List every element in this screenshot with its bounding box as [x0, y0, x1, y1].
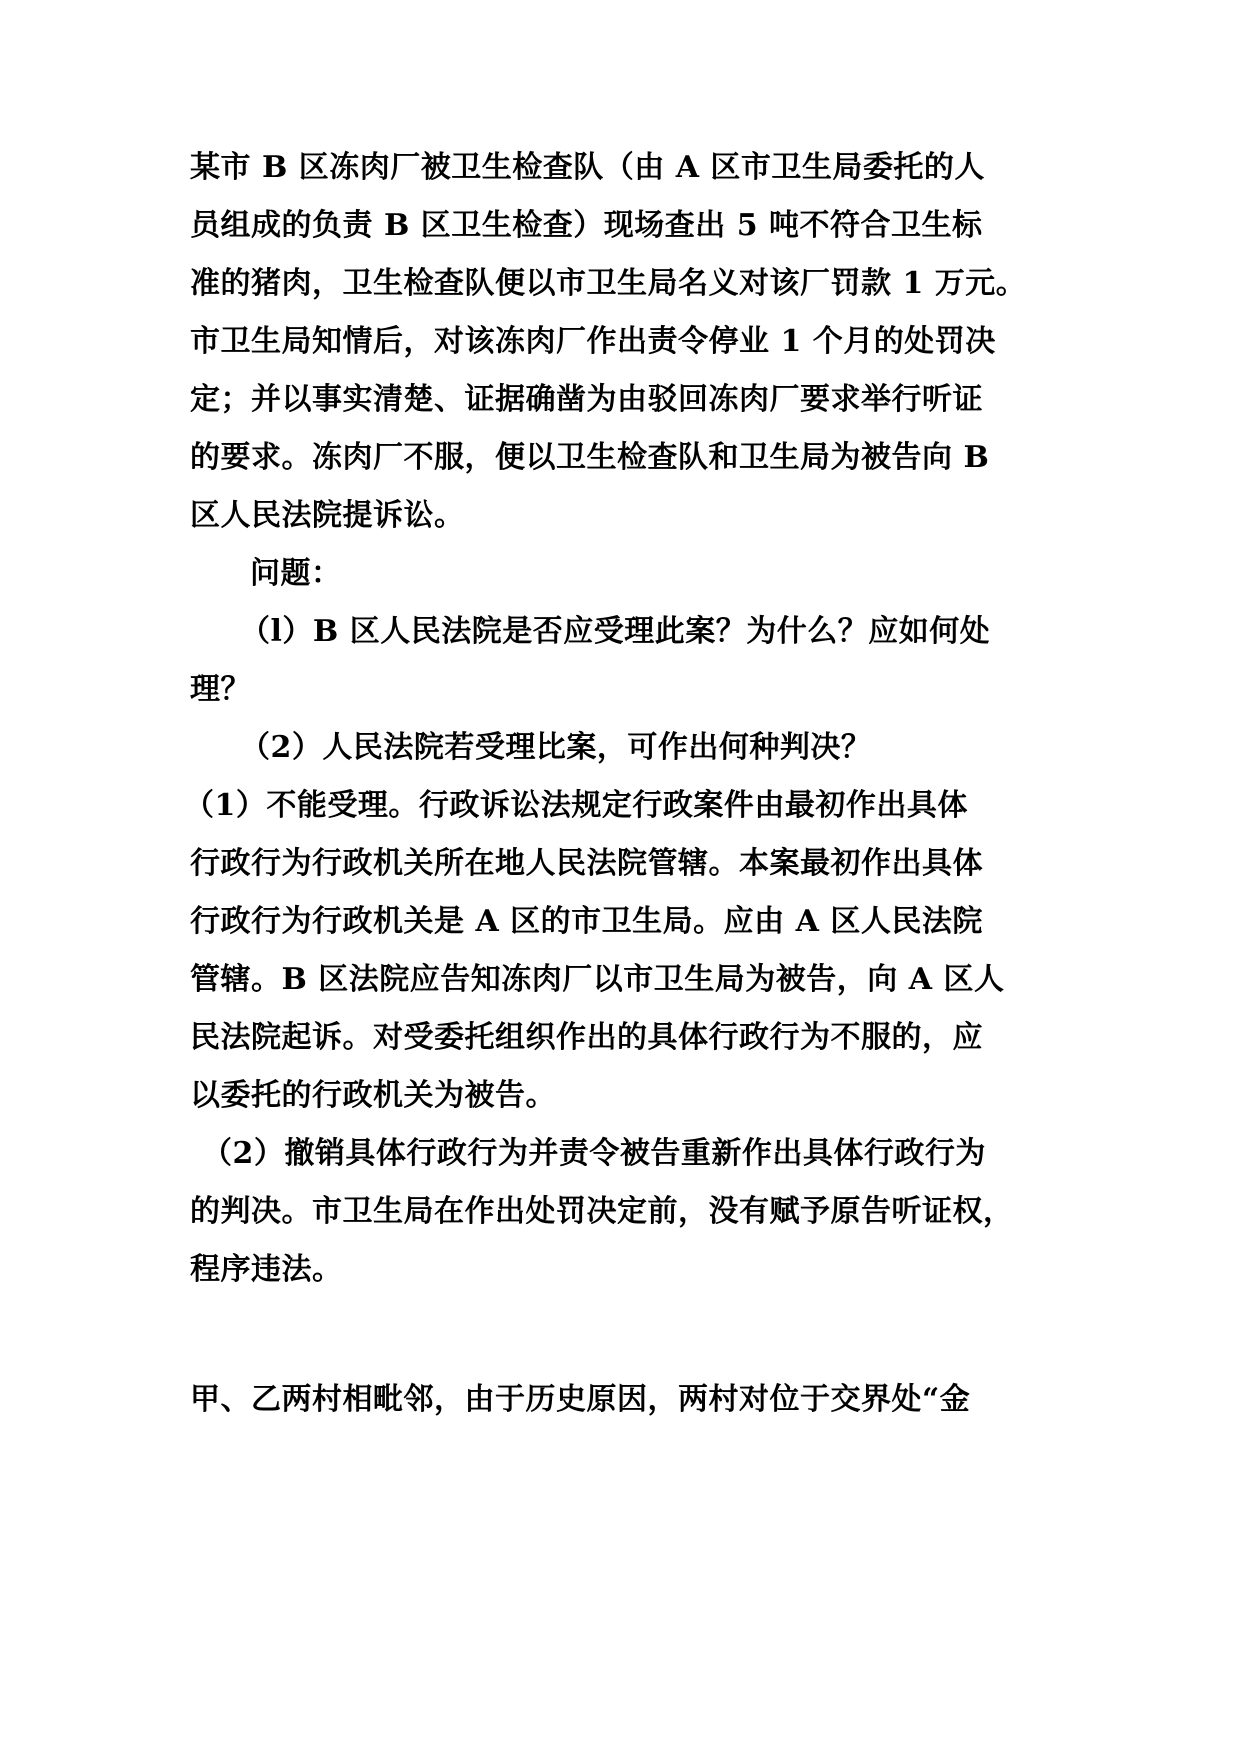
answer-2-line-2: 的判决。市卫生局在作出处罚决定前，没有赋予原告听证权，	[190, 1194, 1014, 1229]
answer-1-line-4: 管辖。B 区法院应告知冻肉厂以市卫生局为被告，向 A 区人	[190, 962, 1005, 997]
answer-1-line-2: 行政行为行政机关所在地人民法院管辖。本案最初作出具体	[190, 846, 983, 881]
answer-2-line-3: 程序违法。	[190, 1252, 343, 1287]
answer-1-line-3: 行政行为行政机关是 A 区的市卫生局。应由 A 区人民法院	[190, 904, 983, 939]
case1-fact-line-7: 区人民法院提诉讼。	[190, 498, 465, 533]
question-1-line-1: （l）B 区人民法院是否应受理此案？为什么？应如何处	[240, 614, 991, 649]
case1-fact-line-3: 准的猪肉，卫生检查队便以市卫生局名义对该厂罚款 1 万元。	[190, 266, 1027, 301]
case1-fact-line-2: 员组成的负责 B 区卫生检查）现场查出 5 吨不符合卫生标	[190, 208, 983, 243]
case1-fact-line-6: 的要求。冻肉厂不服，便以卫生检查队和卫生局为被告向 B	[190, 440, 990, 475]
answer-1-line-1: （1）不能受理。行政诉讼法规定行政案件由最初作出具体	[184, 788, 968, 823]
case1-fact-line-4: 市卫生局知情后，对该冻肉厂作出责令停业 1 个月的处罚决	[190, 324, 996, 359]
answer-2-line-1: （2）撤销具体行政行为并责令被告重新作出具体行政行为	[202, 1136, 986, 1171]
question-2: （2）人民法院若受理比案，可作出何种判决？	[240, 730, 872, 765]
answer-1-line-6: 以委托的行政机关为被告。	[190, 1078, 556, 1113]
question-1-line-2: 理？	[190, 672, 251, 707]
case2-fact-line-1: 甲、乙两村相毗邻，由于历史原因，两村对位于交界处“金	[190, 1382, 971, 1417]
case1-fact-line-1: 某市 B 区冻肉厂被卫生检查队（由 A 区市卫生局委托的人	[190, 150, 985, 185]
answer-1-line-5: 民法院起诉。对受委托组织作出的具体行政行为不服的，应	[190, 1020, 983, 1055]
case1-fact-line-5: 定；并以事实清楚、证据确凿为由驳回冻肉厂要求举行听证	[190, 382, 983, 417]
question-heading: 问题：	[250, 556, 342, 591]
